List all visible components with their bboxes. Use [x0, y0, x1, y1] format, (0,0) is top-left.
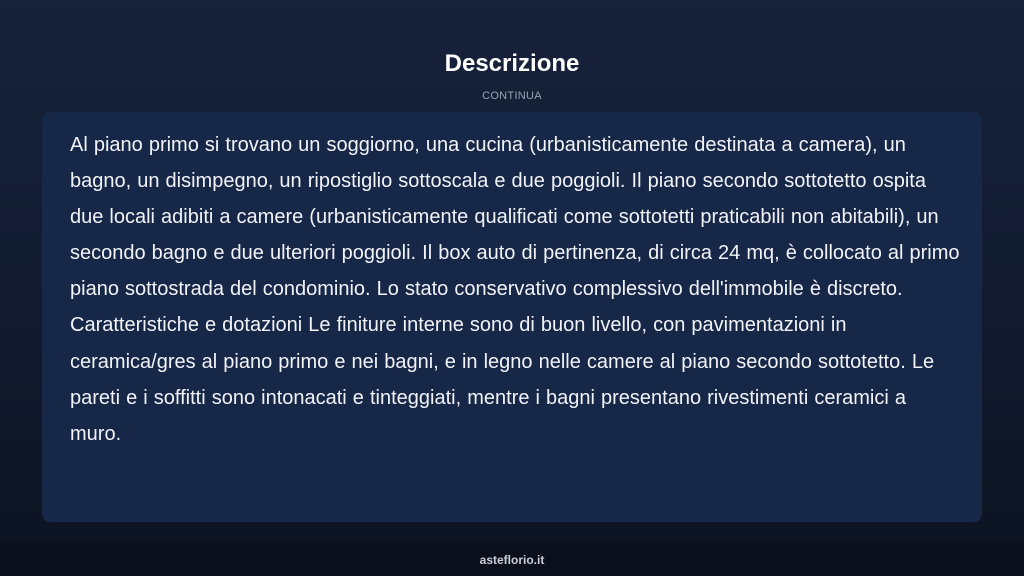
- footer-bar: [0, 543, 1024, 576]
- section-title: Descrizione: [444, 50, 580, 77]
- continue-link[interactable]: CONTINUA: [482, 90, 542, 102]
- description-text: Al piano primo si trovano un soggiorno, una cucina (urbanisticamente destinata a camera), un bagno, un disimpegno, un ripostiglio sottoscala e due poggioli. Il piano secondo sottotetto ospita due locali adibiti a camere (urbanisticamente qualificati come sottotetti praticabili non abitabili), un secondo bagno e due ulteriori poggioli. Il box auto di pertinenza, di circa 24 mq, è collocato al primo piano sottostrada del condominio. Lo stato conservativo complessivo dell'immobile è discreto. Caratteristiche e dotazioni Le finiture interne sono di buon livello, con pavimentazioni in ceramica/gres al piano primo e nei bagni, e in legno nelle camere al piano secondo sottotetto. Le pareti e i soffitti sono intonacati e tinteggiati, mentre i bagni presentano rivestimenti ceramici a muro.: [70, 134, 960, 445]
- footer-brand: asteflorio.it: [479, 553, 545, 567]
- description-card: [42, 112, 982, 522]
